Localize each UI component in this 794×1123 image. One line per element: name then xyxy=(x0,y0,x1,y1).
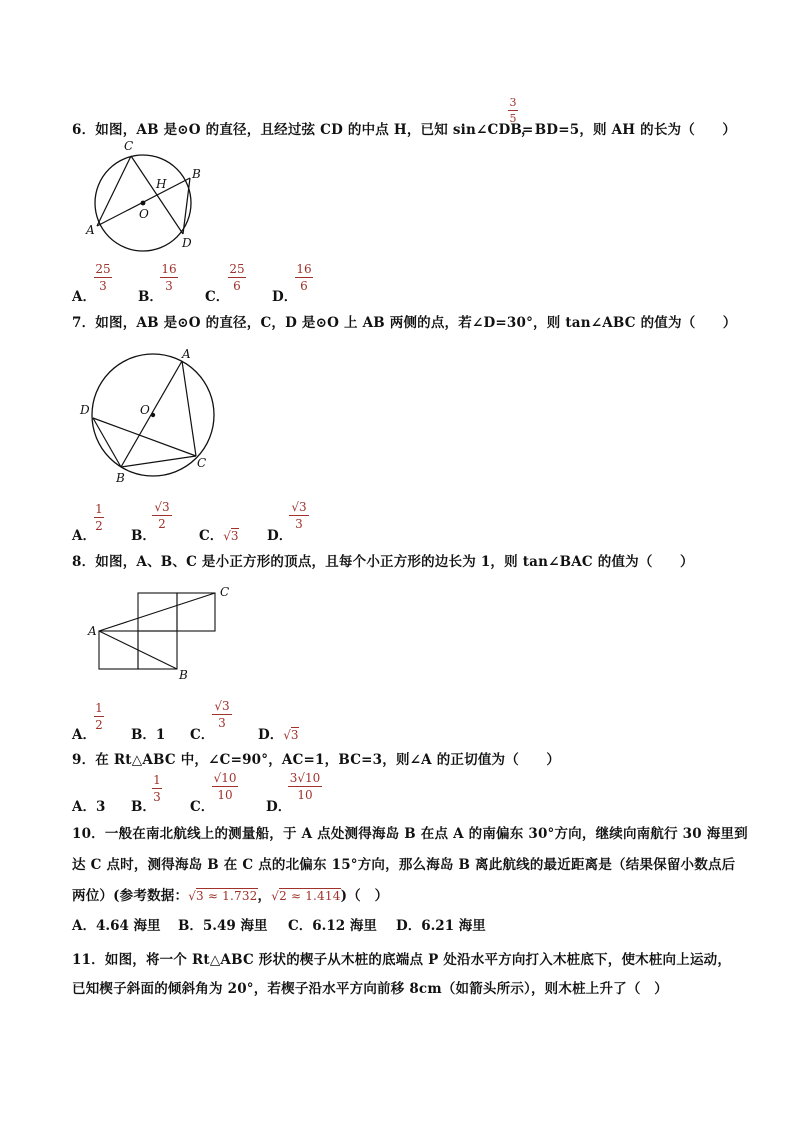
q6-label-c: C xyxy=(124,139,134,153)
q7-option-b-frac: √3 2 xyxy=(152,501,172,530)
q6-label-a: A xyxy=(86,223,95,237)
q6-stem xyxy=(72,118,533,138)
q10-option-a[interactable]: A．4.64 海里 xyxy=(72,918,161,934)
q8-option-a-frac: 1 2 xyxy=(95,701,103,732)
q9-option-c[interactable]: C． xyxy=(190,799,215,815)
q8-label-b: B xyxy=(179,668,188,682)
q9-option-b[interactable]: B． xyxy=(131,799,156,815)
q10-ref-sqrt3: √3 ≈ 1.732 xyxy=(188,889,258,903)
q7-stem: 7．如图，AB 是⊙O 的直径，C，D 是⊙O 上 AB 两侧的点，若∠D=30°，则 tan∠ABC 的值为（ ） xyxy=(72,315,737,331)
q9-option-c-frac: √10 10 xyxy=(213,771,237,802)
q6-option-c[interactable]: C． xyxy=(205,289,230,305)
q6-label-d: D xyxy=(182,236,192,250)
q6-sin-fraction: 3 5 xyxy=(509,96,517,125)
q7-option-a-frac: 1 2 xyxy=(95,502,103,533)
q9-option-d[interactable]: D． xyxy=(266,799,292,815)
q6-option-d-frac: 16 6 xyxy=(296,262,312,293)
q8-option-d[interactable]: D．√3 xyxy=(258,727,299,743)
q9-option-b-frac: 1 3 xyxy=(153,773,161,804)
q7-label-c: C xyxy=(197,456,207,470)
q9-option-a[interactable]: A．3 xyxy=(72,799,106,815)
q8-label-a: A xyxy=(88,624,97,638)
q11-stem-line2: 已知楔子斜面的倾斜角为 20°，若楔子沿水平方向前移 8cm（如箭头所示），则木桩上升了（ ） xyxy=(72,981,668,997)
q10-stem-line2: 达 C 点时，测得海岛 B 在 C 点的北偏东 15°方向，那么海岛 B 离此航线的最近距离是（结果保留小数点后 xyxy=(72,857,736,873)
q6-option-a-frac: 25 3 xyxy=(95,262,111,293)
q6-option-a[interactable]: A． xyxy=(72,289,96,305)
q8-option-c[interactable]: C． xyxy=(190,727,215,743)
q6-option-b[interactable]: B． xyxy=(138,289,163,305)
q10-ref-sqrt2: √2 ≈ 1.414 xyxy=(271,889,341,903)
q6-option-d[interactable]: D． xyxy=(272,289,298,305)
q6-stem-pre: 6．如图，AB 是⊙O 的直径，且经过弦 CD 的中点 H，已知 sin∠CDB= xyxy=(72,122,534,138)
q7-option-a[interactable]: A． xyxy=(72,528,96,544)
q8-option-c-frac: √3 3 xyxy=(212,700,232,729)
q8-option-b[interactable]: B．1 xyxy=(131,727,166,743)
q9-option-d-frac: 3√10 10 xyxy=(289,771,321,802)
q7-label-a: A xyxy=(182,347,191,361)
q7-option-c[interactable]: C．√3 xyxy=(199,528,239,544)
q8-option-a[interactable]: A． xyxy=(72,727,96,743)
q7-option-d[interactable]: D． xyxy=(267,528,293,544)
q10-option-d[interactable]: D．6.21 海里 xyxy=(396,918,486,934)
q7-label-o: O xyxy=(140,403,150,417)
q6-option-c-frac: 25 6 xyxy=(229,262,245,293)
q8-grid-diagram xyxy=(84,582,244,684)
q9-stem: 9．在 Rt△ABC 中，∠C=90°，AC=1，BC=3，则∠A 的正切值为（ ） xyxy=(72,752,561,768)
q11-stem-line1: 11．如图，将一个 Rt△ABC 形状的楔子从木桩的底端点 P 处沿水平方向打入木桩底下，使木桩向上运动， xyxy=(72,952,732,968)
q6-label-b: B xyxy=(192,167,201,181)
q10-option-b[interactable]: B．5.49 海里 xyxy=(178,918,268,934)
q6-label-o: O xyxy=(139,207,149,221)
q8-label-c: C xyxy=(220,585,230,599)
q8-stem: 8．如图，A、B、C 是小正方形的顶点，且每个小正方形的边长为 1，则 tan∠BAC 的值为（ ） xyxy=(72,554,694,570)
q6-option-b-frac: 16 3 xyxy=(161,262,177,293)
q7-option-d-frac: √3 3 xyxy=(289,501,309,530)
q6-stem-post: ，BD=5，则 AH 的长为（ ） xyxy=(521,122,737,138)
q7-circle-diagram xyxy=(76,344,226,490)
q10-option-c[interactable]: C．6.12 海里 xyxy=(288,918,377,934)
q10-stem-line1: 10．一般在南北航线上的测量船，于 A 点处测得海岛 B 在点 A 的南偏东 30°方向，继续向南航行 30 海里到 xyxy=(72,826,748,842)
q6-circle-diagram xyxy=(80,136,220,258)
q6-label-h: H xyxy=(156,177,167,191)
q10-stem-line3: 两位）(参考数据：√3 ≈ 1.732，√2 ≈ 1.414)（ ） xyxy=(72,888,389,904)
q7-label-d: D xyxy=(80,403,90,417)
q7-option-b[interactable]: B． xyxy=(131,528,156,544)
q7-label-b: B xyxy=(116,471,125,485)
